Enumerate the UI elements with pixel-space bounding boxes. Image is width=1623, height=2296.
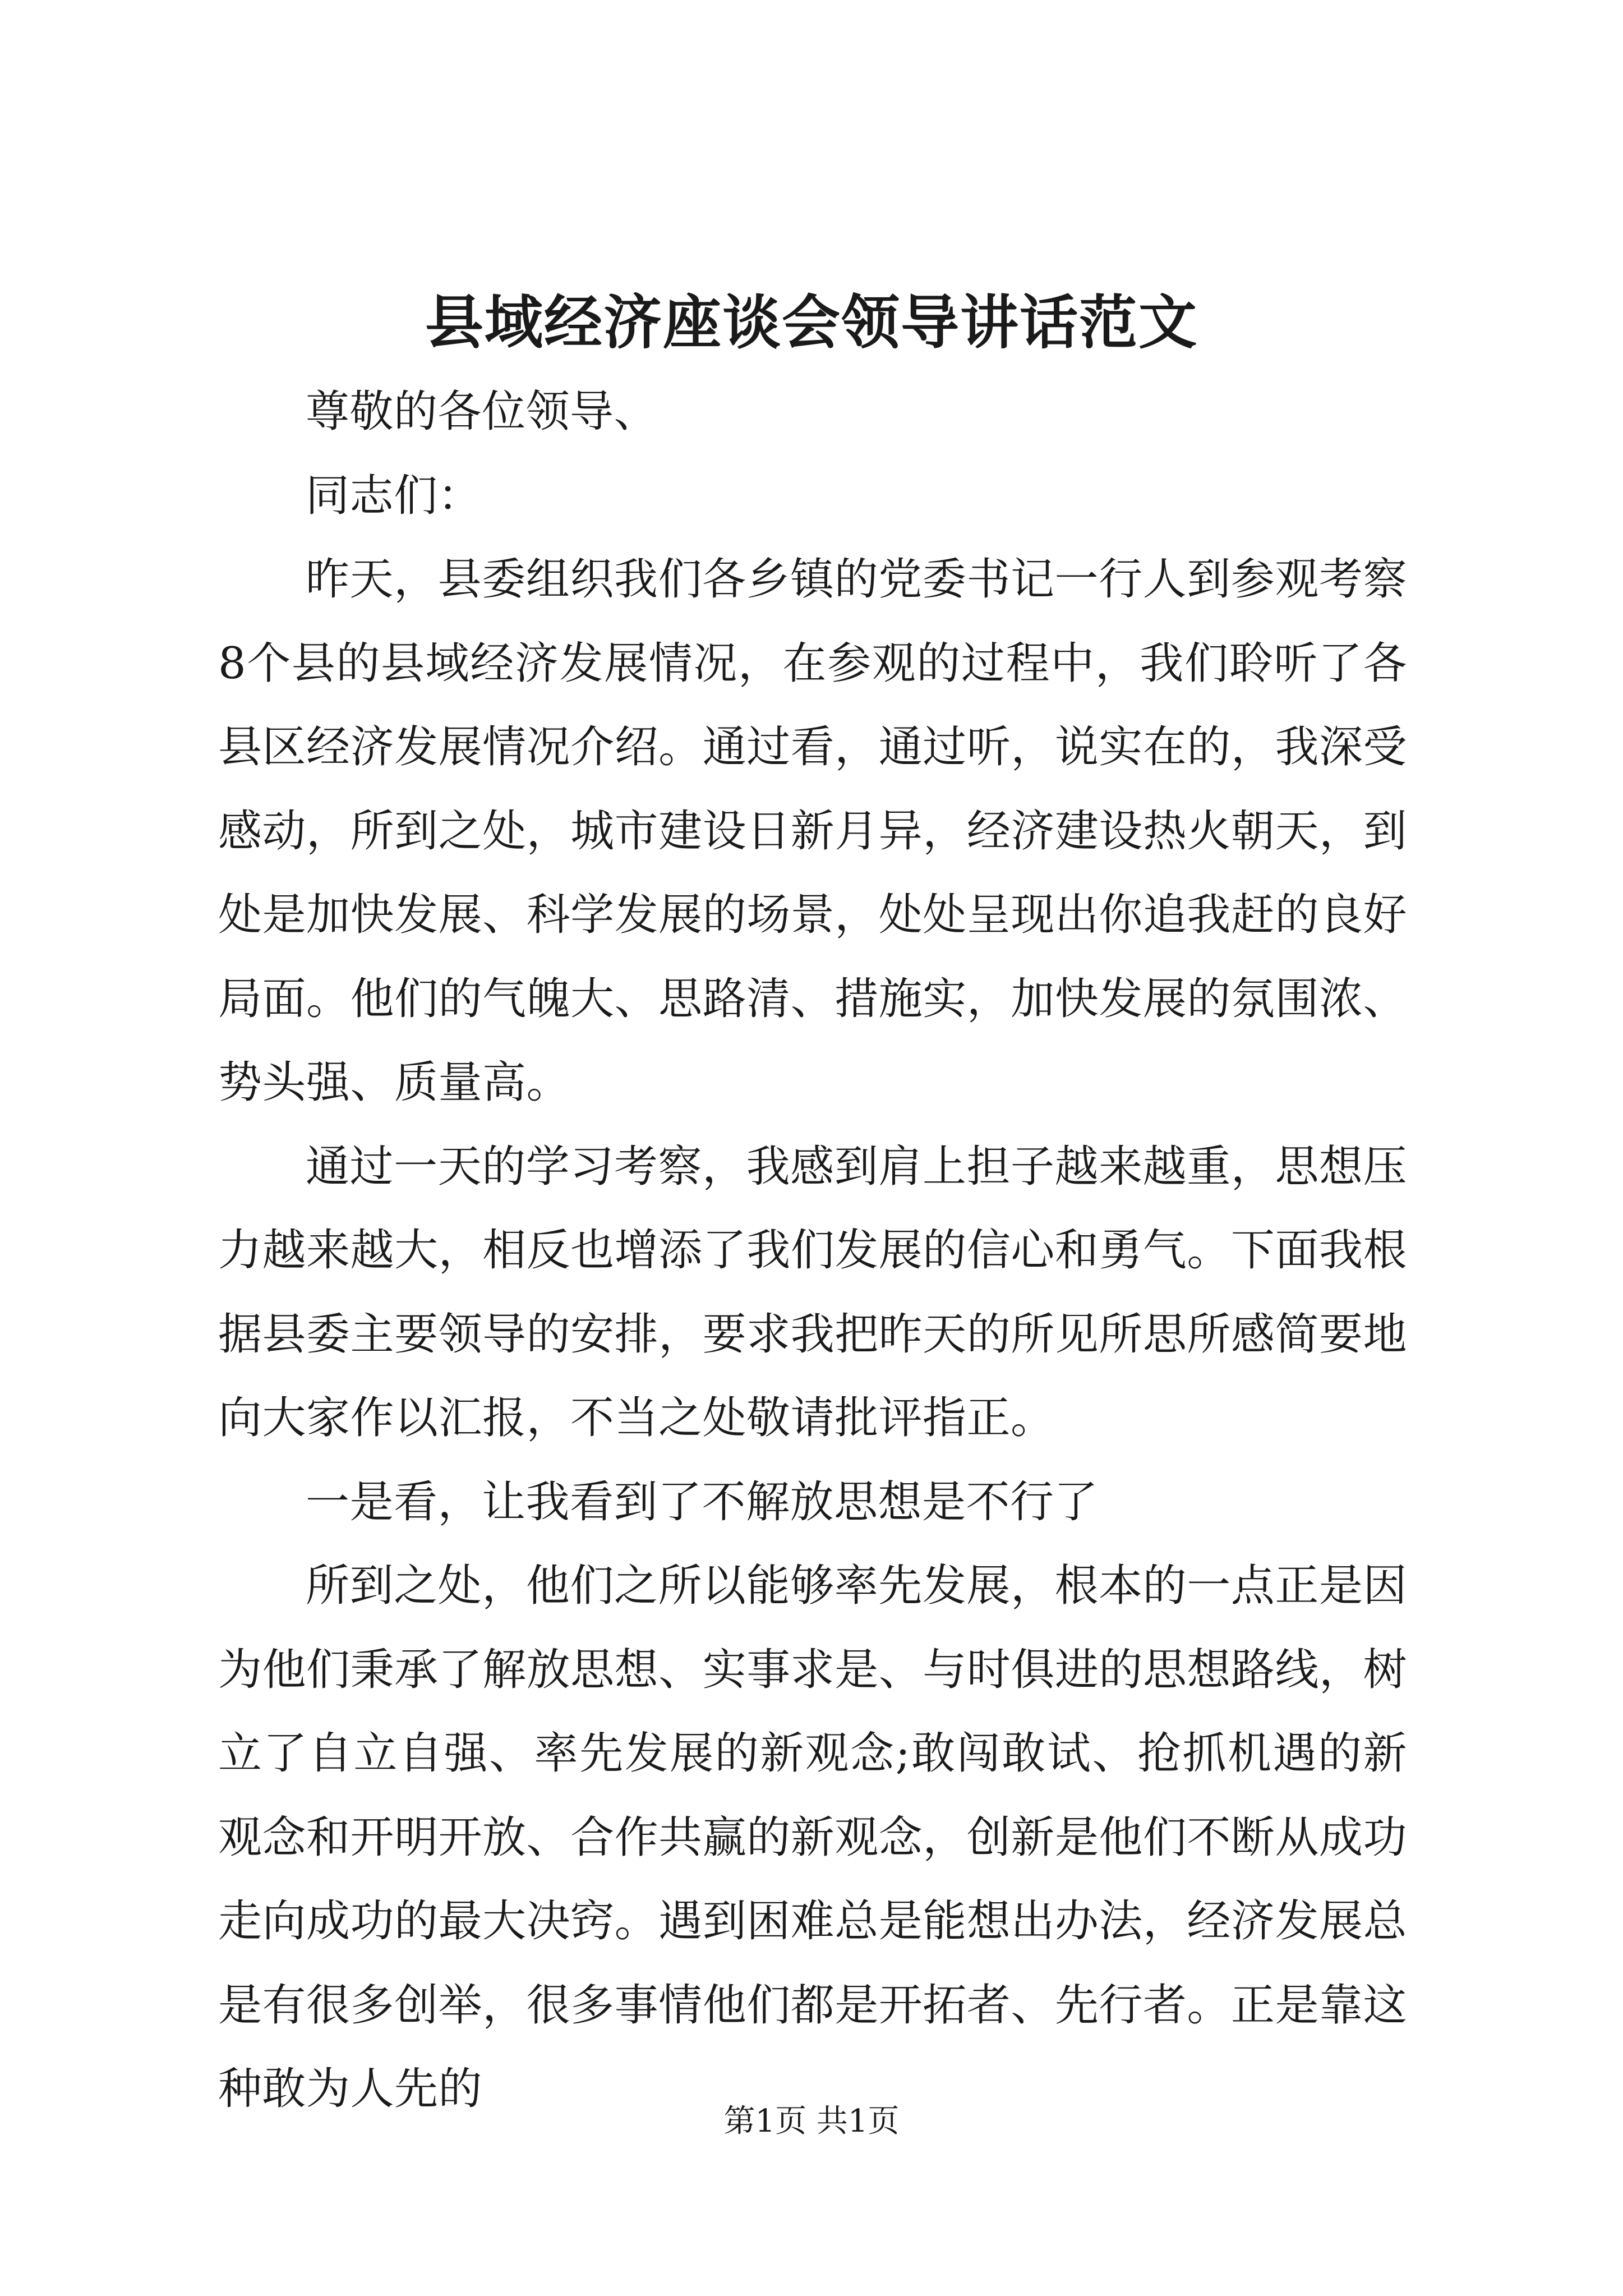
- paragraph-reflection: 通过一天的学习考察，我感到肩上担子越来越重，思想压力越来越大，相反也增添了我们发展的信心和勇气。下面我根据县委主要领导的安排，要求我把昨天的所见所思所感简要地向大家作以汇报，不当之处敬请批评指正。: [218, 1141, 1407, 1443]
- section-heading-1: 一是看，让我看到了不解放思想是不行了: [306, 1476, 1099, 1527]
- paragraph-section-1: 所到之处，他们之所以能够率先发展，根本的一点正是因为他们秉承了解放思想、实事求是、与时俱进的思想路线，树立了自立自强、率先发展的新观念;敢闯敢试、抢抓机遇的新观念和开明开放、合作共赢的新观念，创新是他们不断从成功走向成功的最大决窍。遇到困难总是能想出办法，经济发展总是有很多创举，很多事情他们都是开拓者、先行者。正是靠这种敢为人先的: [218, 1561, 1407, 2114]
- document-title: 县域经济座谈会领导讲话范文: [425, 288, 1198, 357]
- paragraph-salutation-1: 尊敬的各位领导、: [306, 386, 658, 437]
- paragraph-intro: 昨天，县委组织我们各乡镇的党委书记一行人到参观考察8个县的县域经济发展情况，在参观的过程中，我们聆听了各县区经济发展情况介绍。通过看，通过听，说实在的，我深受感动，所到之处，城市建设日新月异，经济建设热火朝天，到处是加快发展、科学发展的场景，处处呈现出你追我赶的良好局面。他们的气魄大、思路清、措施实，加快发展的氛围浓、势头强、质量高。: [218, 554, 1407, 1108]
- paragraph-salutation-2: 同志们：: [306, 470, 482, 521]
- document-body: [218, 370, 1407, 2132]
- page-footer: 第1页 共1页: [723, 2103, 900, 2139]
